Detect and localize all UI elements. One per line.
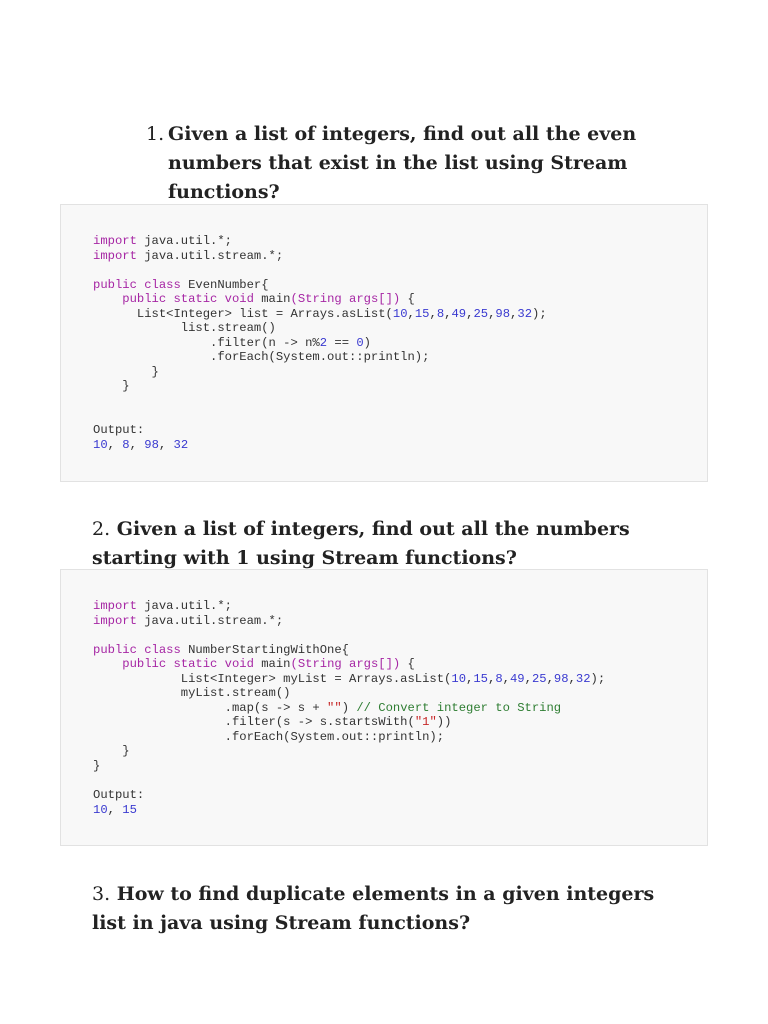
code-listing [93, 234, 547, 452]
code-number: 10 [93, 802, 108, 817]
code-string: "" [327, 700, 342, 715]
code-text: } [93, 759, 101, 774]
code-text: { [400, 292, 415, 307]
code-text: } [93, 364, 159, 379]
code-text: .forEach(System.out::println); [93, 350, 430, 365]
code-block-even-number [60, 204, 708, 482]
code-string: "1" [414, 715, 437, 730]
code-number: 32 [517, 306, 533, 321]
code-text: .forEach(System.out::println); [93, 729, 445, 744]
code-text: java.util.stream.*; [136, 613, 284, 628]
code-line [93, 701, 561, 715]
code-text: java.util.stream.*; [136, 248, 284, 263]
question-2 [92, 515, 692, 573]
code-number: 10 [93, 437, 108, 452]
code-text: , [488, 306, 496, 321]
code-number: 0 [356, 335, 364, 350]
code-keyword: public static void [122, 292, 254, 307]
code-text: .filter(s -> s.startsWith( [93, 715, 415, 730]
code-number: 2 [319, 335, 328, 350]
code-number: 15 [414, 306, 430, 321]
code-number: 10 [451, 671, 467, 686]
code-text: , [568, 671, 576, 686]
code-line [93, 643, 349, 657]
code-text: ); [590, 671, 606, 686]
code-text: EvenNumber{ [180, 277, 269, 292]
code-number: 25 [473, 306, 489, 321]
code-line [93, 379, 130, 393]
code-line [93, 686, 290, 700]
question-3 [92, 880, 692, 938]
code-listing [93, 599, 605, 817]
code-block-starting-with-one [60, 569, 708, 846]
code-text: NumberStartingWithOne{ [180, 642, 349, 657]
code-line [93, 292, 415, 306]
question-number: 2. [92, 518, 111, 540]
code-line [93, 803, 137, 817]
code-number: 32 [173, 437, 189, 452]
code-keyword: import [93, 234, 137, 248]
code-comment: // Convert integer to String [356, 700, 562, 715]
question-text: How to find duplicate elements in a given integers list in java using Stream functions? [92, 883, 655, 934]
code-keyword: import [93, 599, 137, 613]
code-keyword: import [93, 248, 137, 263]
code-number: 25 [531, 671, 547, 686]
code-number: 49 [451, 306, 467, 321]
code-number: 8 [495, 671, 503, 686]
code-line [93, 278, 269, 292]
code-text: .map(s -> s + [93, 700, 328, 715]
code-text: , [107, 802, 123, 817]
question-number: 3. [92, 883, 111, 905]
code-text: main [253, 292, 291, 307]
code-line [93, 350, 429, 364]
code-text: , [487, 671, 496, 686]
code-line [93, 423, 144, 437]
code-line [93, 321, 276, 335]
code-text: java.util.*; [136, 599, 232, 613]
code-text: list.stream() [93, 321, 276, 336]
code-number: 98 [144, 437, 159, 452]
code-text: , [510, 306, 518, 321]
code-line [93, 599, 232, 613]
code-line [93, 788, 144, 802]
code-number: 10 [392, 306, 408, 321]
code-line [93, 336, 371, 350]
code-line [93, 307, 547, 321]
code-text [93, 292, 122, 306]
code-text: List<Integer> myList = Arrays.asList( [93, 671, 452, 686]
code-text: { [400, 657, 415, 672]
code-number: 8 [436, 306, 445, 321]
code-line [93, 438, 188, 452]
code-text [93, 657, 122, 671]
code-number: 98 [553, 671, 569, 686]
code-text: , [429, 306, 437, 321]
code-text: java.util.*; [136, 234, 232, 248]
code-text: Output: [93, 423, 145, 438]
code-text: , [158, 437, 174, 452]
code-text: , [444, 306, 452, 321]
code-text: myList.stream() [93, 686, 291, 701]
code-keyword: import [93, 613, 137, 628]
code-line [93, 614, 283, 628]
code-line [93, 672, 605, 686]
code-line [93, 730, 444, 744]
code-text: , [466, 671, 474, 686]
code-number: 8 [122, 437, 130, 452]
code-text: , [524, 671, 532, 686]
code-keyword: (String args[]) [290, 657, 401, 672]
code-keyword: (String args[]) [290, 292, 401, 307]
code-line [93, 249, 283, 263]
code-number: 98 [495, 306, 511, 321]
code-line [93, 744, 130, 758]
code-text: , [407, 306, 415, 321]
code-text: , [546, 671, 554, 686]
code-text: List<Integer> list = Arrays.asList( [93, 306, 393, 321]
code-line [93, 365, 159, 379]
code-text: ) [341, 700, 357, 715]
code-text: , [466, 306, 474, 321]
code-text: , [107, 437, 123, 452]
code-text: main [253, 657, 291, 672]
code-keyword: public class [93, 642, 181, 657]
code-line [93, 234, 232, 248]
code-text: , [129, 437, 145, 452]
code-text: , [502, 671, 510, 686]
code-number: 15 [122, 802, 137, 817]
code-line [93, 657, 415, 671]
code-text: } [93, 379, 130, 394]
question-text: Given a list of integers, find out all the even numbers that exist in the list using Stream functions? [168, 123, 637, 203]
code-text: ); [532, 306, 547, 321]
question-text: Given a list of integers, find out all the numbers starting with 1 using Stream functions? [92, 518, 630, 569]
code-number: 32 [575, 671, 591, 686]
code-text: == [327, 335, 357, 350]
code-line [93, 715, 451, 729]
question-number: 1. [146, 123, 165, 145]
code-text: Output: [93, 788, 145, 803]
code-number: 49 [509, 671, 525, 686]
code-text: )) [436, 715, 452, 730]
code-keyword: public static void [122, 657, 254, 672]
question-1 [146, 120, 646, 207]
code-line [93, 759, 100, 773]
code-text: ) [363, 335, 371, 350]
code-number: 15 [473, 671, 488, 686]
code-keyword: public class [93, 277, 181, 292]
code-text: .filter(n -> n% [93, 335, 320, 350]
code-text: } [93, 744, 130, 759]
